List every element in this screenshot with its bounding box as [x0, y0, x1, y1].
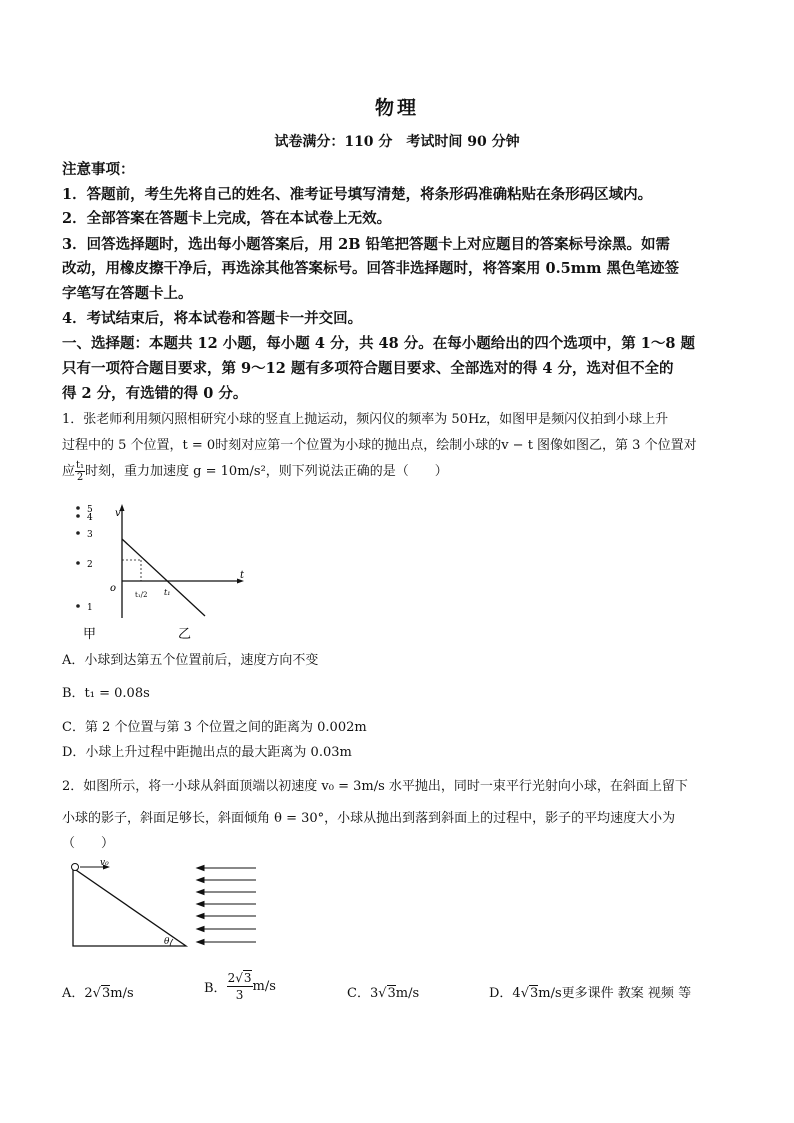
light-ray-head [197, 866, 204, 871]
strobe-dot [76, 604, 80, 608]
incline [73, 868, 186, 946]
light-ray-head [197, 914, 204, 919]
figure-label-jia: 甲 [83, 627, 97, 642]
q1-option-b[interactable]: B．t₁ = 0.08s [62, 686, 150, 701]
v-axis-label: v [115, 508, 121, 519]
dot-label: 3 [87, 530, 93, 540]
angle-arc [170, 939, 173, 946]
fraction-numerator: t₁ [76, 460, 85, 471]
strobe-dot [76, 506, 80, 510]
t-axis-label: t [240, 570, 245, 581]
notice-item: 3．回答选择题时，选出每小题答案后，用 2B 铅笔把答题卡上对应题目的答案标号涂黑。如需 [62, 236, 671, 253]
v0-label: v₀ [100, 858, 109, 868]
origin-label: o [110, 583, 117, 594]
q2-option-b[interactable]: B． $\frac{2√3}{3}$ m/s [204, 971, 276, 1002]
light-ray-head [197, 927, 204, 932]
q1-text [62, 460, 448, 483]
q2-text: 小球的影子，斜面足够长，斜面倾角 θ = 30°，小球从抛出到落到斜面上的过程中，影子的平均速度大小为 [62, 811, 676, 826]
q2-figure [66, 858, 266, 950]
light-ray-head [197, 890, 204, 895]
dot-label: 2 [87, 560, 93, 570]
q2-option-d[interactable]: D．4√3m/s更多课件 教案 视频 等 [489, 986, 692, 1001]
dot-label: 1 [87, 603, 93, 613]
notice-heading: 注意事项： [62, 161, 135, 178]
q1-text: 1．张老师利用频闪照相研究小球的竖直上抛运动，频闪仪的频率为 50Hz，如图甲是频闪仪拍到小球上升 [62, 412, 669, 427]
q2-text: 2．如图所示，将一小球从斜面顶端以初速度 v₀ = 3m/s 水平抛出，同时一束平行光射向小球，在斜面上留下 [62, 779, 688, 794]
q1-option-d[interactable]: D．小球上升过程中距抛出点的最大距离为 0.03m [62, 745, 352, 760]
dot-label: 4 [87, 513, 93, 523]
notice-item: 字笔写在答题卡上。 [62, 285, 193, 302]
t1-label: t₁ [164, 588, 171, 597]
light-ray-head [197, 878, 204, 883]
page-title: 物理 [374, 97, 419, 119]
q1-option-a[interactable]: A．小球到达第五个位置前后，速度方向不变 [62, 653, 319, 668]
watermark-text: 更多课件 教案 视频 等 [561, 986, 692, 1001]
light-rays [197, 866, 256, 945]
section-intro: 一、选择题：本题共 12 小题，每小题 4 分，共 48 分。在每小题给出的四个选项中，第 1～8 题 [62, 335, 696, 352]
q1-text-post: 时刻，重力加速度 g = 10m/s²，则下列说法正确的是（ ） [85, 464, 448, 479]
notice-item: 改动，用橡皮擦干净后，再选涂其他答案标号。回答非选择题时，将答案用 0.5mm 黑色笔迹签 [62, 260, 680, 277]
dot-label: 5 [87, 505, 93, 515]
strobe-dot [76, 531, 80, 535]
notice-item: 2．全部答案在答题卡上完成，答在本试卷上无效。 [62, 210, 392, 227]
v-t-line [122, 539, 205, 616]
notice-item: 4．考试结束后，将本试卷和答题卡一并交回。 [62, 310, 363, 327]
ball [72, 864, 79, 871]
q1-option-c[interactable]: C．第 2 个位置与第 3 个位置之间的距离为 0.002m [62, 720, 367, 735]
exam-info: 试卷满分：110 分 考试时间 90 分钟 [274, 134, 520, 150]
q2-text: （ ） [62, 836, 115, 851]
fraction [75, 460, 85, 483]
section-intro: 得 2 分，有选错的得 0 分。 [62, 385, 248, 402]
q1-text-pre: 应 [62, 464, 76, 479]
section-intro: 只有一项符合题目要求，第 9～12 题有多项符合题目要求、全部选对的得 4 分，选对但不全的 [62, 360, 674, 377]
light-ray-head [197, 902, 204, 907]
fraction-denominator: 2 [76, 472, 84, 483]
notice-item: 1．答题前，考生先将自己的姓名、准考证号填写清楚，将条形码准确粘贴在条形码区域内。 [62, 186, 653, 203]
strobe-dot [76, 514, 80, 518]
strobe-dot [76, 561, 80, 565]
q1-text: 过程中的 5 个位置，t = 0时刻对应第一个位置为小球的抛出点，绘制小球的v − t 图像如图乙，第 3 个位置对 [62, 438, 697, 453]
theta-label: θ [164, 937, 170, 947]
fraction: $\frac{2√3}{3}$ [227, 971, 252, 1002]
figure-label-yi: 乙 [178, 627, 192, 642]
q1-figure [60, 500, 260, 642]
half-t1-label: t₁/2 [135, 591, 148, 599]
q2-option-a[interactable]: A．2√3m/s [62, 986, 134, 1001]
light-ray-head [197, 940, 204, 945]
q2-option-c[interactable]: C．3√3m/s [347, 986, 420, 1001]
